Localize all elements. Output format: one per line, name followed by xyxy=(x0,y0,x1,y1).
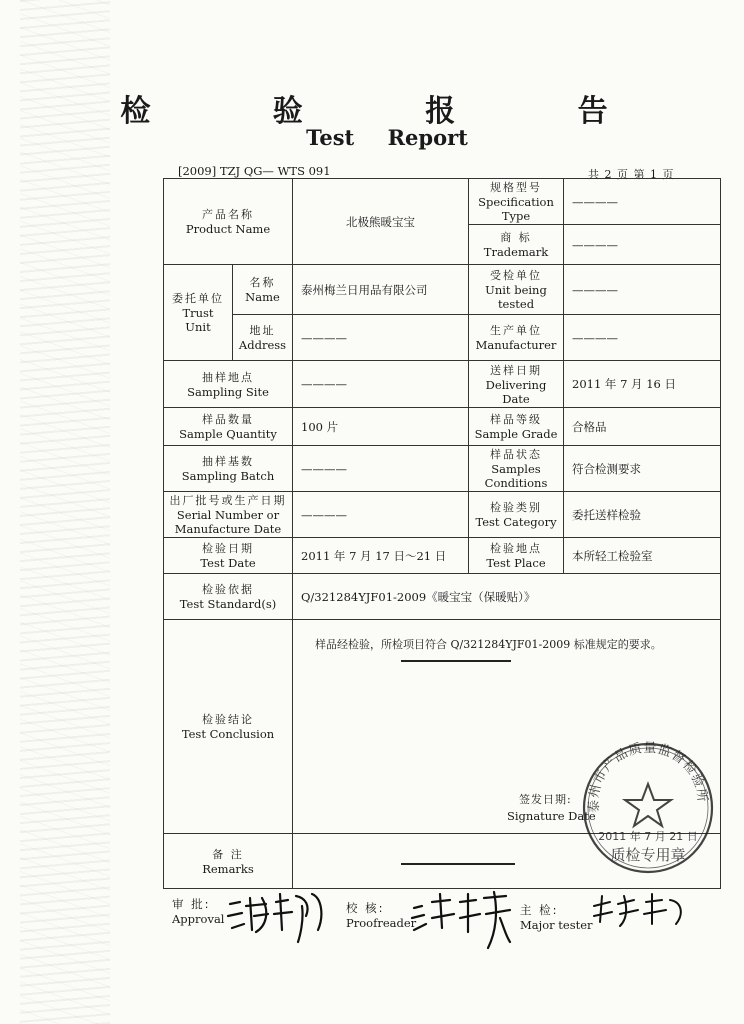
product-name-value: 北极熊暖宝宝 xyxy=(293,179,469,265)
samples-conditions-value: 符合检测要求 xyxy=(564,446,721,492)
test-conclusion-value: 样品经检验，所检项目符合 Q/321284YJF01-2009 标准规定的要求。 xyxy=(315,638,662,651)
seal-inner-text: 质检专用章 xyxy=(610,846,686,864)
seal-star-icon xyxy=(625,784,671,826)
test-place-value: 本所轻工检验室 xyxy=(564,538,721,574)
sampling-batch-value: ———— xyxy=(293,446,469,492)
test-category-label: 检验类别 Test Category xyxy=(469,492,564,538)
delivering-date-label: 送样日期 Delivering Date xyxy=(469,361,564,408)
trademark-value: ———— xyxy=(564,225,721,265)
remarks-label: 备 注 Remarks xyxy=(164,834,293,889)
row-product-name xyxy=(164,179,721,225)
major-tester-label: 主 检: Major tester xyxy=(520,903,593,932)
approval-label: 审 批: Approval xyxy=(172,897,225,926)
samples-conditions-label: 样品状态 Samples Conditions xyxy=(469,446,564,492)
unit-tested-label: 受检单位 Unit being tested xyxy=(469,265,564,315)
signature-date-label-cn: 签发日期: xyxy=(519,793,572,806)
trust-address-label: 地址 Address xyxy=(233,315,293,361)
trust-name-value: 泰州梅兰日用品有限公司 xyxy=(293,265,469,315)
test-date-label: 检验日期 Test Date xyxy=(164,538,293,574)
manufacturer-value: ———— xyxy=(564,315,721,361)
test-standard-label: 检验依据 Test Standard(s) xyxy=(164,574,293,620)
test-place-label: 检验地点 Test Place xyxy=(469,538,564,574)
trust-address-value: ———— xyxy=(293,315,469,361)
svg-text:泰州市产品质量监督检验所 xyxy=(586,741,710,814)
signature-date-label-en: Signature Date xyxy=(507,809,596,823)
test-category-value: 委托送样检验 xyxy=(564,492,721,538)
specification-value: ———— xyxy=(564,179,721,225)
trust-name-label: 名称 Name xyxy=(233,265,293,315)
sample-grade-label: 样品等级 Sample Grade xyxy=(469,408,564,446)
scan-noise-margin xyxy=(20,0,110,1024)
trust-unit-label: 委托单位 Trust Unit xyxy=(164,265,233,361)
sampling-site-label: 抽样地点 Sampling Site xyxy=(164,361,293,408)
sample-quantity-label: 样品数量 Sample Quantity xyxy=(164,408,293,446)
seal-outer-text: 泰州市产品质量监督检验所 xyxy=(586,740,710,814)
test-conclusion-label: 检验结论 Test Conclusion xyxy=(164,620,293,834)
row-trust-name xyxy=(164,265,721,315)
delivering-date-value: 2011 年 7 月 16 日 xyxy=(564,361,721,408)
page-indicator: 共 2 页 第 1 页 xyxy=(588,168,675,181)
seal-date-text: 2011 年 7 月 21 日 xyxy=(598,830,698,843)
proofreader-handwritten-signature xyxy=(410,888,520,954)
row-serial-number xyxy=(164,492,721,538)
row-sampling-site xyxy=(164,361,721,408)
sampling-batch-label: 抽样基数 Sampling Batch xyxy=(164,446,293,492)
serial-number-label: 出厂批号或生产日期 Serial Number or Manufacture Date xyxy=(164,492,293,538)
test-date-value: 2011 年 7 月 17 日～21 日 xyxy=(293,538,469,574)
proofreader-label: 校 核: Proofreader xyxy=(346,901,417,930)
conclusion-underline xyxy=(401,660,511,662)
row-sample-quantity xyxy=(164,408,721,446)
row-trust-address xyxy=(164,315,721,361)
row-test-standard xyxy=(164,574,721,620)
serial-number-value: ———— xyxy=(293,492,469,538)
approval-handwritten-signature xyxy=(226,886,336,946)
unit-tested-value: ———— xyxy=(564,265,721,315)
report-title-en: Test Report xyxy=(306,125,468,150)
test-standard-value: Q/321284YJF01-2009《暖宝宝（保暖贴）》 xyxy=(293,574,721,620)
sampling-site-value: ———— xyxy=(293,361,469,408)
row-sampling-batch xyxy=(164,446,721,492)
trademark-label: 商 标 Trademark xyxy=(469,225,564,265)
remarks-underline xyxy=(401,863,515,865)
product-name-label: 产品名称 Product Name xyxy=(164,179,293,265)
sample-quantity-value: 100 片 xyxy=(293,408,469,446)
specification-label: 规格型号 Specification Type xyxy=(469,179,564,225)
report-title-cn: 检 验 报 告 xyxy=(120,94,664,129)
sample-grade-value: 合格品 xyxy=(564,408,721,446)
major-tester-handwritten-signature xyxy=(590,892,690,932)
manufacturer-label: 生产单位 Manufacturer xyxy=(469,315,564,361)
row-test-date xyxy=(164,538,721,574)
official-seal-stamp xyxy=(578,738,718,878)
report-code-number: [2009] TZJ QG— WTS 091 xyxy=(178,164,331,178)
